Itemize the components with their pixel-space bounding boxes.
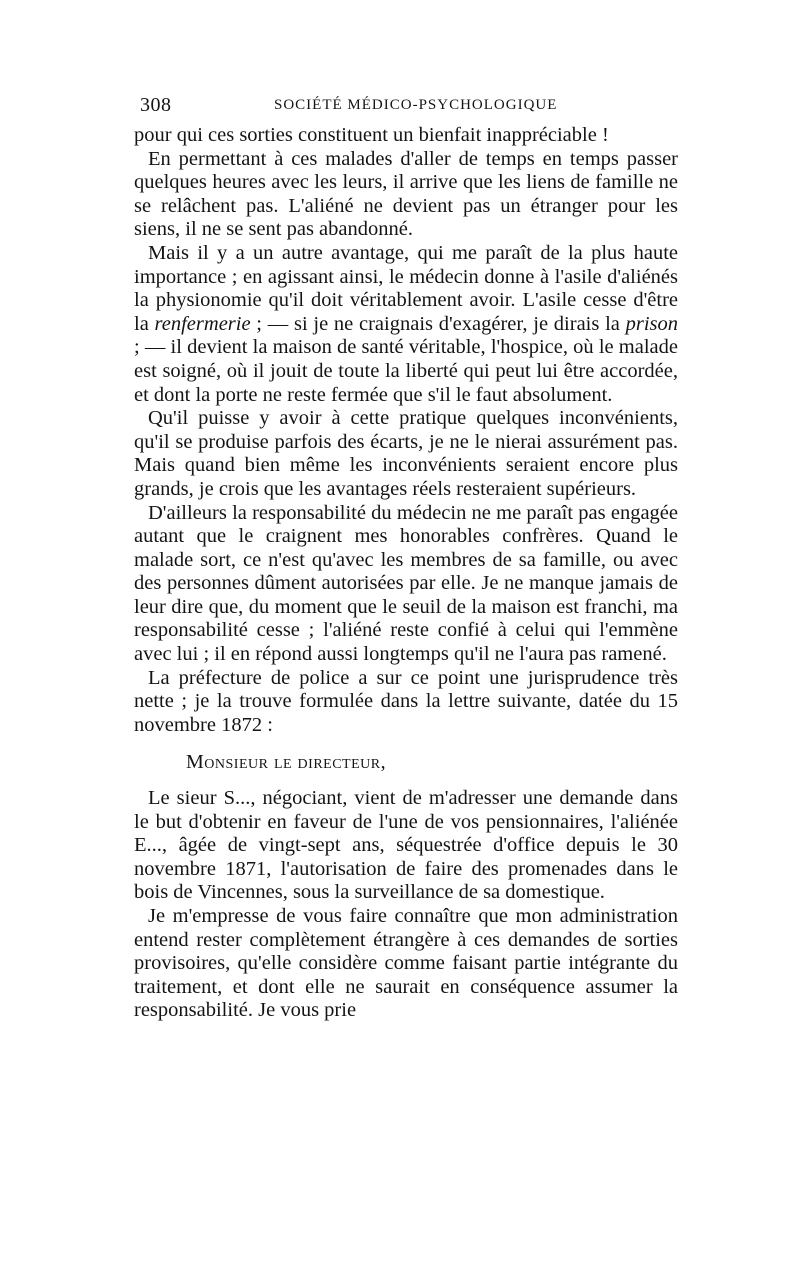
paragraph-asylum-physiognomy xyxy=(134,242,678,407)
paragraph-text: Mais il y a un autre avantage, qui me paraît de la plus haute importance ; en agissant ainsi, le médecin donne à l'asile d'aliénés la physionomie qu'il doit véritablement avoir. L'asile cesse d'être la xyxy=(134,241,678,335)
letter-paragraph-reply: Je m'empresse de vous faire connaître que mon administration entend rester complètement étrangère à ces demandes de sorties provisoires, qu'elle considère comme faisant partie intégrante du traitement, et dont elle ne saurait en conséquence assumer la responsabilité. Je vous prie xyxy=(134,905,678,1022)
quoted-letter xyxy=(134,787,678,1023)
letter-paragraph-request: Le sieur S..., négociant, vient de m'adresser une demande dans le but d'obtenir en faveur de l'une de vos pensionnaires, l'aliénée E..., âgée de vingt-sept ans, séquestrée d'office depuis le 30 novembre 1871, l'autorisation de faire des promenades dans le bois de Vincennes, sous la surveillance de sa domestique. xyxy=(134,787,678,904)
paragraph-family-ties: En permettant à ces malades d'aller de temps en temps passer quelques heures avec les leurs, il arrive que les liens de famille ne se relâchent pas. L'aliéné ne devient pas un étranger pour les siens, il ne se sent pas abandonné. xyxy=(134,147,678,241)
paragraph-responsibility: D'ailleurs la responsabilité du médecin ne me paraît pas engagée autant que le craignent mes honorables confrères. Quand le malade sort, ce n'est qu'avec les membres de sa famille, ou avec des personnes dûment autorisées par elle. Je ne manque jamais de leur dire que, du moment que le seuil de la maison est franchi, ma responsabilité cesse ; l'aliéné reste confié à celui qui l'emmène avec lui ; il en répond aussi longtemps qu'il ne l'aura pas ramené. xyxy=(134,501,678,666)
page-number: 308 xyxy=(140,94,172,116)
paragraph-prefecture: La préfecture de police a sur ce point une jurisprudence très nette ; je la trouve formulée dans la lettre suivante, datée du 15 novembre 1872 : xyxy=(134,666,678,736)
paragraph-inconveniences: Qu'il puisse y avoir à cette pratique quelques inconvénients, qu'il se produise parfois des écarts, je ne le nierai assurément pas. Mais quand bien même les inconvénients seraient encore plus grands, je crois que les avantages réels resteraient supérieurs. xyxy=(134,407,678,500)
running-title: SOCIÉTÉ MÉDICO-PSYCHOLOGIQUE xyxy=(274,97,558,113)
letter-salutation: Monsieur le directeur, xyxy=(186,751,387,774)
body-text xyxy=(134,124,678,1023)
running-head xyxy=(134,94,678,124)
italic-term-prison: prison xyxy=(625,312,679,335)
book-page xyxy=(134,94,678,1023)
paragraph-text: ; — si je ne craignais d'exagérer, je dirais la xyxy=(250,312,626,335)
paragraph-text: ; — il devient la maison de santé véritable, l'hospice, où le malade est soigné, où il jouit de toute la liberté qui peut lui être accordée, et dont la porte ne reste fermée que s'il le faut absolument. xyxy=(134,336,678,406)
paragraph-continuation: pour qui ces sorties constituent un bienfait inappréciable ! xyxy=(134,124,609,146)
italic-term-renfermerie: renfermerie xyxy=(154,312,251,335)
